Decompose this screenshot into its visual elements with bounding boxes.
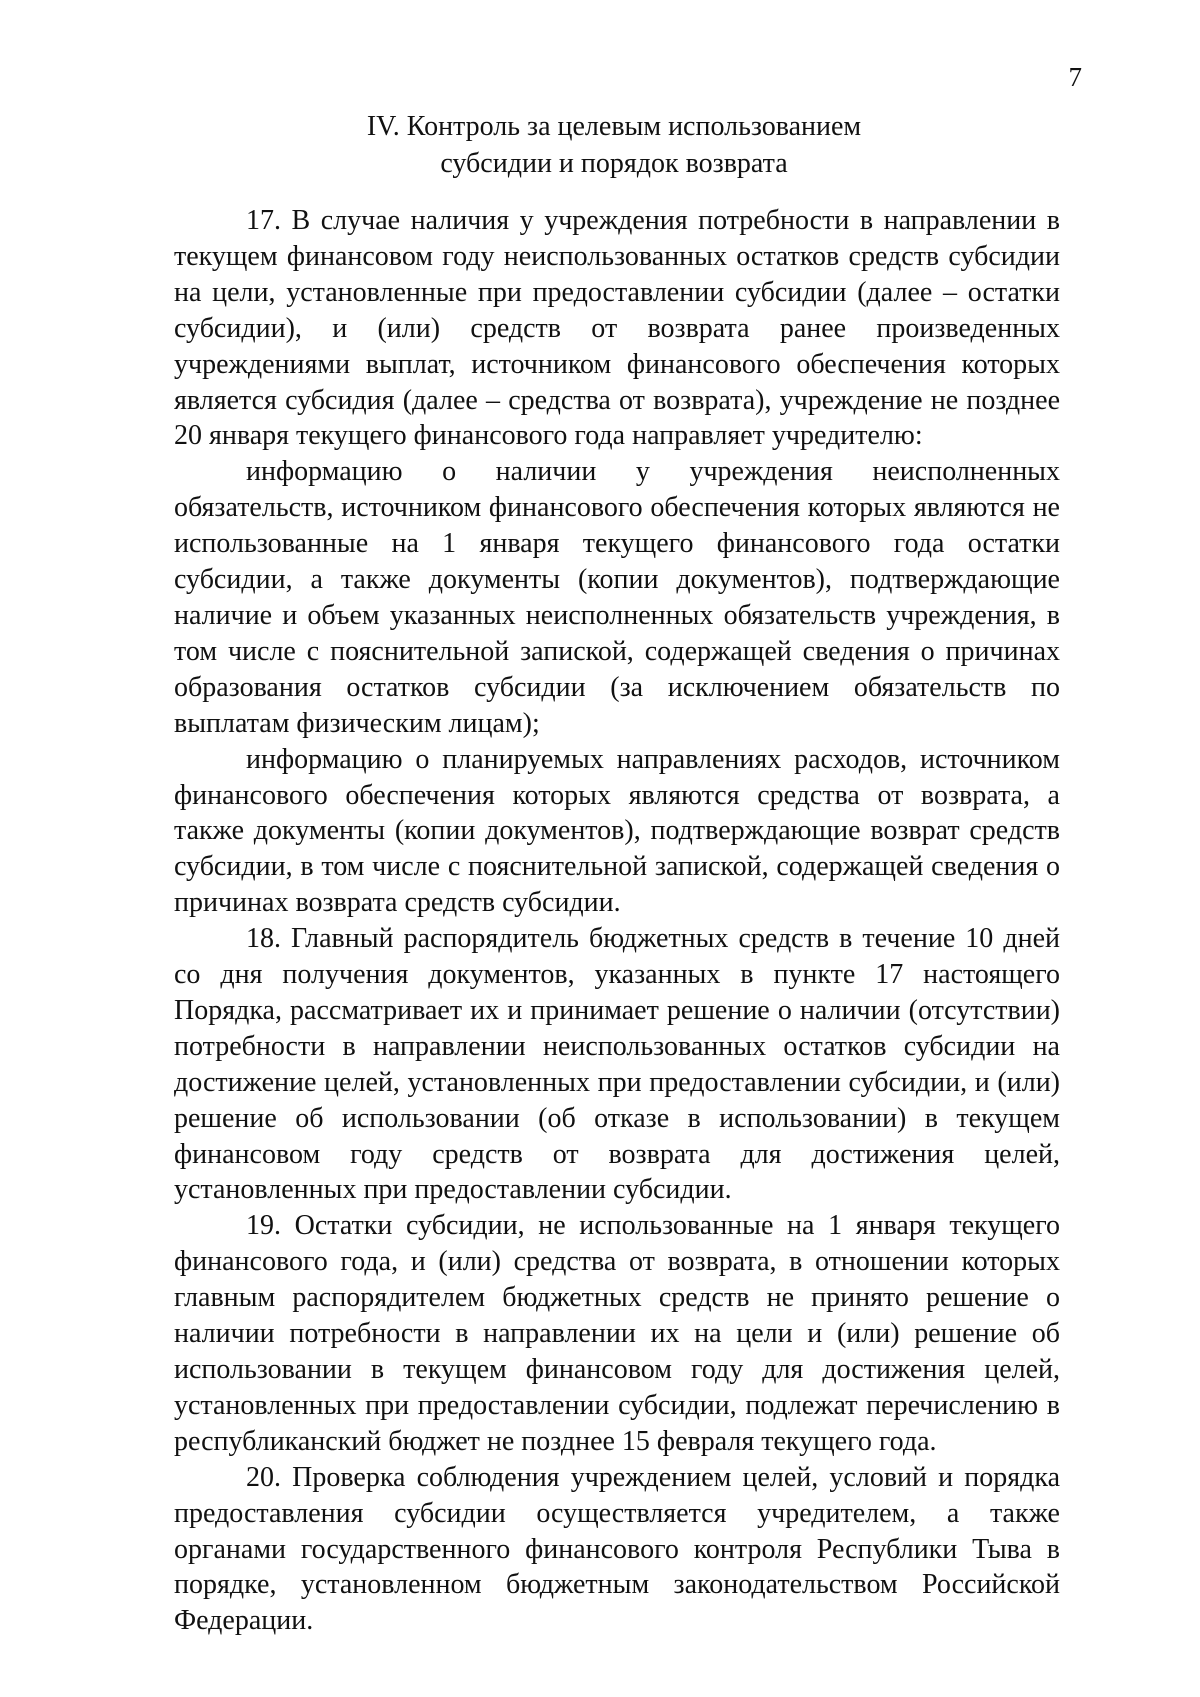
- paragraph-19: 19. Остатки субсидии, не использованные на 1 января текущего финансового года, и (или) средства от возврата, в отношении которых главным распорядителем бюджетных средств не принято решение о наличии потребности в направлении их на цели и (или) решение об использовании в текущем финансовом году для достижения целей, установленных при предоставлении субсидии, подлежат перечислению в республиканский бюджет не позднее 15 февраля текущего года.: [174, 1210, 1060, 1457]
- section-heading: [168, 108, 1060, 182]
- paragraph-17-item-2: информацию о планируемых направлениях расходов, источником финансового обеспечения которых являются средства от возврата, а также документы (копии документов), подтверждающие возврат средств субсидии, в том числе с пояснительной запиской, содержащей сведения о причинах возврата средств субсидии.: [174, 743, 1060, 919]
- paragraph-18: 18. Главный распорядитель бюджетных средств в течение 10 дней со дня получения документов, указанных в пункте 17 настоящего Порядка, рассматривает их и принимает решение о наличии (отсутствии) потребности в направлении неиспользованных остатков субсидии на достижение целей, установленных при предоставлении субсидии, и (или) решение об использовании (об отказе в использовании) в текущем финансовом году средств от возврата для достижения целей, установленных при предоставлении субсидии.: [174, 923, 1060, 1206]
- page-number: 7: [1068, 62, 1082, 92]
- section-heading-line-1: IV. Контроль за целевым использованием: [366, 111, 862, 142]
- paragraph-17-item-1: информацию о наличии у учреждения неисполненных обязательств, источником финансового обеспечения которых являются не использованные на 1 января текущего финансового года остатки субсидии, а также документы (копии документов), подтверждающие наличие и объем указанных неисполненных обязательств учреждения, в том числе с пояснительной запиской, содержащей сведения о причинах образования остатков субсидии (за исключением обязательств по выплатам физическим лицам);: [174, 456, 1060, 739]
- body-text: [174, 203, 1060, 1639]
- paragraph-20: 20. Проверка соблюдения учреждением целей, условий и порядка предоставления субсидии осуществляется учредителем, а также органами государственного финансового контроля Республики Тыва в порядке, установленном бюджетным законодательством Российской Федерации.: [174, 1461, 1060, 1637]
- paragraph-17: 17. В случае наличия у учреждения потребности в направлении в текущем финансовом году неиспользованных остатков средств субсидии на цели, установленные при предоставлении субсидии (далее – остатки субсидии), и (или) средств от возврата ранее произведенных учреждениями выплат, источником финансового обеспечения которых является субсидия (далее – средства от возврата), учреждение не позднее 20 января текущего финансового года направляет учредителю:: [174, 205, 1060, 452]
- section-heading-line-2: субсидии и порядок возврата: [440, 148, 788, 179]
